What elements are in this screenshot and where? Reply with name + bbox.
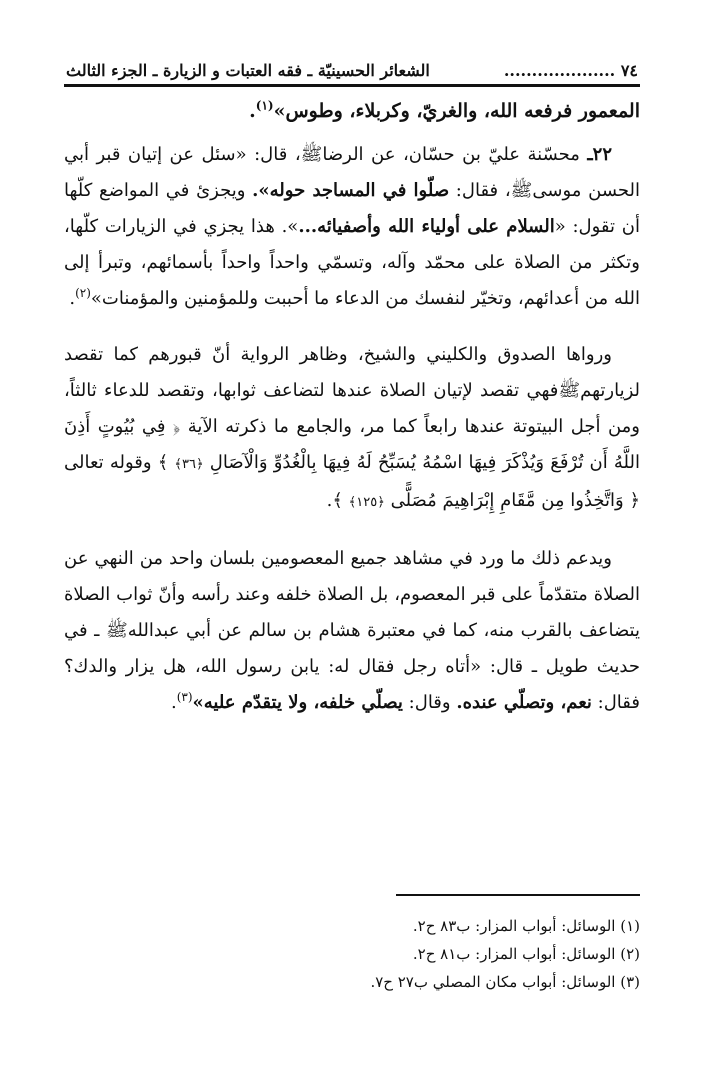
quran-verse-2: وَاتَّخِذُوا مِن مَّقَامِ إِبْرَاهِيمَ مُصَلًّى (384, 490, 630, 511)
verse-number-125: ﴿١٢٥﴾ (348, 495, 385, 510)
p2-text-3: ﴾. (326, 490, 349, 511)
item-number: ٢٢ـ (587, 144, 612, 165)
paragraph-22 (64, 137, 640, 317)
footnote-ref-3: (٣) (176, 690, 193, 704)
p3-text-1: ويدعم ذلك ما ورد في مشاهد جميع المعصومين بلسان واحد من النهي عن الصلاة متقدّماً على قبر المعصوم، بل الصلاة خلفه وعند رأسه وأنّ ثواب الصلاة يتضاعف بالقرب منه، كما في معتبرة هشام بن سالم عن أبي عبداللهﷺ ـ في حديث طويل ـ قال: «أتاه رجل فقال له: يابن رسول الله، هل يزار والدك؟ فقال: (64, 548, 640, 713)
page-number: ٧٤ (620, 61, 638, 80)
header-dots: .................... (503, 61, 616, 80)
p3-bold-1: نعم، وتصلّي عنده. (456, 692, 592, 713)
continued-paragraph (64, 93, 640, 129)
lead-end: . (249, 100, 256, 122)
p1-bold-2: السلام على أولياء الله وأصفيائه... (298, 216, 555, 237)
p2-text-2: ﴾ وقوله تعالى ﴿ (64, 452, 640, 511)
p1-text-2: ويجزئ في المواضع كلّها أن تقول: « (64, 180, 641, 237)
page-number-group (504, 58, 638, 84)
footnote-divider (396, 894, 640, 896)
p1-end: . (69, 288, 76, 309)
header-title: الشعائر الحسينيّة ـ فقه العتبات و الزيارة ـ الجزء الثالث (66, 61, 430, 80)
footnote-ref-1: (١) (255, 98, 274, 113)
p1-text-1: محسّنة عليّ بن حسّان، عن الرضاﷺ، قال: «سئل عن إتيان قبر أبي الحسن موسىﷺ، فقال: (64, 144, 640, 201)
quran-verse-1: فِي بُيُوتٍ أَذِنَ اللَّهُ أَن تُرْفَعَ وَيُذْكَرَ فِيهَا اسْمُهُ يُسَبِّحُ لَهُ فِيهَا بِالْغُدُوِّ وَالْآصَالِ (64, 416, 641, 473)
paragraph-support (64, 541, 640, 721)
p1-bold-1: صلّوا في المساجد حوله». (252, 180, 450, 201)
lead-text: المعمور فرفعه الله، والغريّ، وكربلاء، وطوس» (273, 100, 640, 122)
p3-end: . (170, 692, 177, 713)
footnote-ref-2: (٢) (75, 286, 91, 300)
paragraph-commentary (64, 337, 640, 521)
running-header (64, 58, 640, 87)
p2-text-1: ورواها الصدوق والكليني والشيخ، وظاهر الرواية أنّ قبورهم كما تقصد لزيارتهمﷺفهي تقصد لإتيان الصلاة عندها لتضاعف ثوابها، وتقصد للدعاء ثالثاً، ومن أجل البيتوتة عندها رابعاً كما مر، والجامع ما ذكرته الآية ﴿ (64, 344, 640, 437)
p1-text-3: ». هذا يجزي في الزيارات كلّها، وتكثر من الصلاة على محمّد وآله، وتسمّي واحداً واحداً بأسمائهم، وتبرأ إلى الله من أعدائهم، وتخيّر لنفسك من الدعاء ما أحببت وللمؤمنين والمؤمنات» (64, 216, 640, 309)
footnotes (64, 912, 640, 996)
verse-number-36: ﴿٣٦﴾ (174, 457, 204, 472)
footnote-1: (١) الوسائل: أبواب المزار: ب٨٣ ح٢. (412, 917, 640, 935)
footnote-2: (٢) الوسائل: أبواب المزار: ب٨١ ح٢. (412, 945, 640, 963)
p3-bold-2: يصلّي خلفه، ولا يتقدّم عليه» (192, 692, 403, 713)
footnote-3: (٣) الوسائل: أبواب مكان المصلي ب٢٧ ح٧. (370, 973, 640, 991)
p3-text-2: وقال: (402, 692, 457, 713)
book-page (64, 58, 640, 1038)
